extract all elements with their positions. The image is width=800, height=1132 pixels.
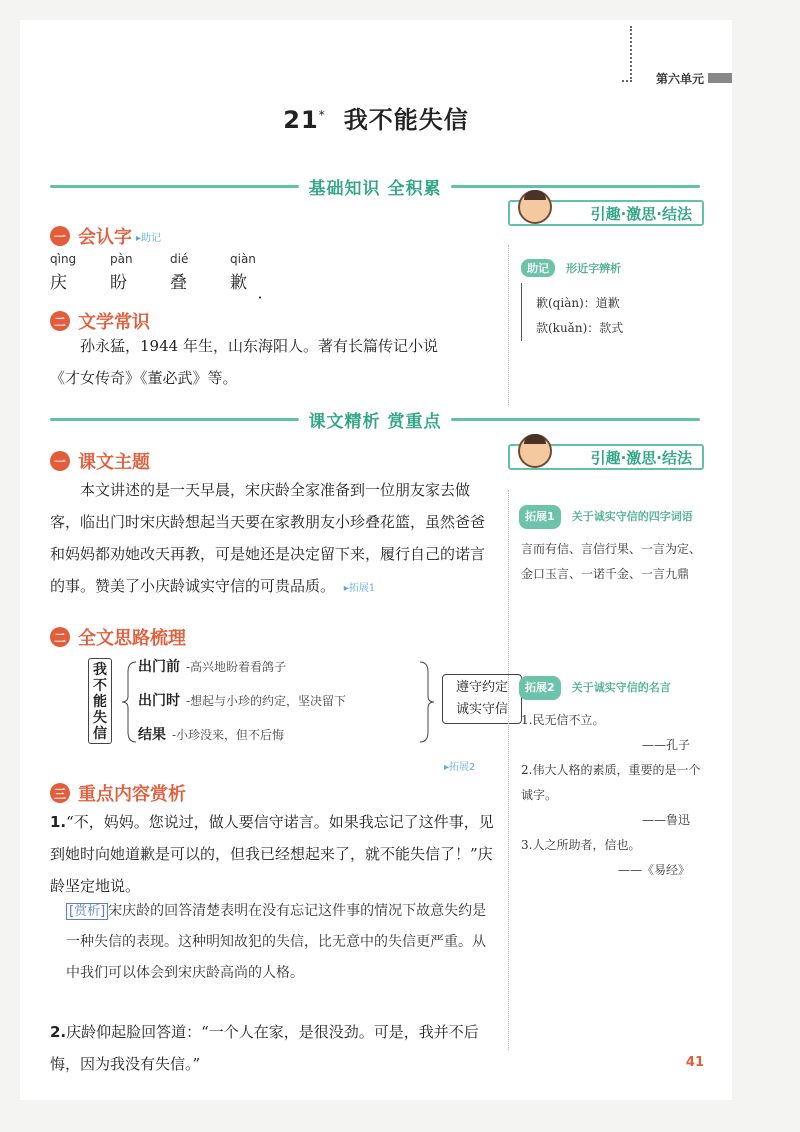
structure-mindmap [88,656,518,752]
sidebar-mnemonic [508,245,708,405]
unit-tag [656,70,732,86]
section-title: 重点内容赏析 [78,784,186,805]
analysis-1: [赏析] 宋庆龄的回答清楚表明在没有忘记这件事的情况下故意失约是一种失信的表现。这种明知故犯的失信，比无意中的失信更严重。从中我们可以体会到宋庆龄高尚的人格。 [66,903,487,981]
extension-2-list [509,700,708,883]
page-number: 41 [685,1055,704,1070]
banner-basic [50,175,700,197]
mnemonic-label: 助记 [521,259,555,277]
mindmap-left-brace [114,656,140,752]
quote-item: 2.伟大人格的素质，重要的是一个诚字。 ——鲁迅 [521,763,701,827]
decorative-dots [622,26,632,82]
section-title: 会认字 [78,227,132,248]
side-head-1 [508,200,704,226]
section-theme [50,448,150,474]
link-extension-2[interactable]: ▸拓展2 [444,762,476,773]
char-item: pàn 盼 [110,252,133,293]
lesson-star: * [318,108,326,122]
side-head-2-text: 引趣·激思·结法 [590,448,692,467]
teacher-avatar-icon [518,190,552,224]
teacher-avatar-icon [518,434,552,468]
section-title: 全文思路梳理 [78,628,186,649]
quote-item: 3.人之所助者，信也。 ——《易经》 [521,838,690,877]
unit-label: 第六单元 [655,71,704,86]
lesson-number: 21 [283,106,319,134]
section-number: 三 [50,783,70,803]
analysis-tag: [赏析] [66,903,108,920]
quote-item: 1.民无信不立。 ——孔子 [521,713,690,752]
side-head-1-text: 引趣·激思·结法 [590,204,692,223]
section-recognize [50,223,161,249]
banner-basic-text: 基础知识 全积累 [308,178,442,199]
section-number: 二 [50,311,70,331]
unit-bar [708,73,732,83]
extension-1-title: 关于诚实守信的四字词语 [571,510,693,523]
lesson-title [20,100,732,135]
section-title: 文学常识 [78,312,150,333]
extension-2-label: 拓展2 [519,676,561,700]
lesson-title-text: 我不能失信 [343,106,469,134]
quote-1: 1.“不，妈妈。您说过，做人要信守诺言。如果我忘记了这件事，见到她时向她道歉是可以的，但我已经想起来了，就不能失信了！”庆龄坚定地说。 [50,813,494,895]
banner-text-label: 课文精析 赏重点 [308,411,442,432]
mindmap-row: 出门前 -高兴地盼着看鸽子 [138,659,287,675]
mnemonic-title: 形近字辨析 [566,262,622,275]
char-list [50,252,290,293]
mnemonic-list: 歉(qiàn)：道歉 款(kuǎn)：款式 [521,283,708,341]
char-item: dié 叠 [170,252,189,293]
mindmap-right-brace [416,656,440,752]
mindmap-row: 出门时 -想起与小珍的约定，坚决留下 [138,693,347,709]
link-extension-1[interactable]: ▸拓展1 [343,583,376,594]
textbook-page [20,20,732,1100]
section-title: 课文主题 [78,452,150,473]
char-item: qiàn 歉 · [230,252,290,293]
link-mnemonic[interactable]: ▸助记 [136,232,162,244]
mindmap-conclusion: 遵守约定 诚实守信 [442,674,522,724]
quote-2: 2.庆龄仰起脸回答道：“一个人在家，是很没劲。可是，我并不后悔，因为我没有失信。” [50,1023,479,1073]
char-item: qìng 庆 [50,252,77,293]
mindmap-root: 我不能失信 [88,658,112,744]
theme-text: 本文讲述的是一天早晨，宋庆龄全家准备到一位朋友家去做客，临出门时宋庆龄想起当天要在家教朋友小珍叠花篮，虽然爸爸和妈妈都劝她改天再教，可是她还是决定留下来，履行自己的诺言的事。赞美了小庆龄诚实守信的可贵品质。 ▸拓展1 [50,481,486,595]
mindmap-row: 结果 -小珍没来，但不后悔 [138,727,285,743]
banner-text [50,408,700,430]
section-number: 一 [50,451,70,471]
section-number: 一 [50,226,70,246]
side-head-2 [508,444,704,470]
sidebar-extensions [508,490,708,1050]
extension-2-title: 关于诚实守信的名言 [571,681,671,694]
extension-1-label: 拓展1 [519,505,561,529]
literature-text: 孙永猛，1944 年生，山东海阳人。著有长篇传记小说 《才女传奇》《董必武》等。 [50,337,438,387]
section-number: 二 [50,627,70,647]
extension-1-text: 言而有信、言信行果、一言为定、金口玉言、一诺千金、一言九鼎 [521,542,702,581]
section-structure [50,624,186,650]
section-key-content [50,780,186,806]
